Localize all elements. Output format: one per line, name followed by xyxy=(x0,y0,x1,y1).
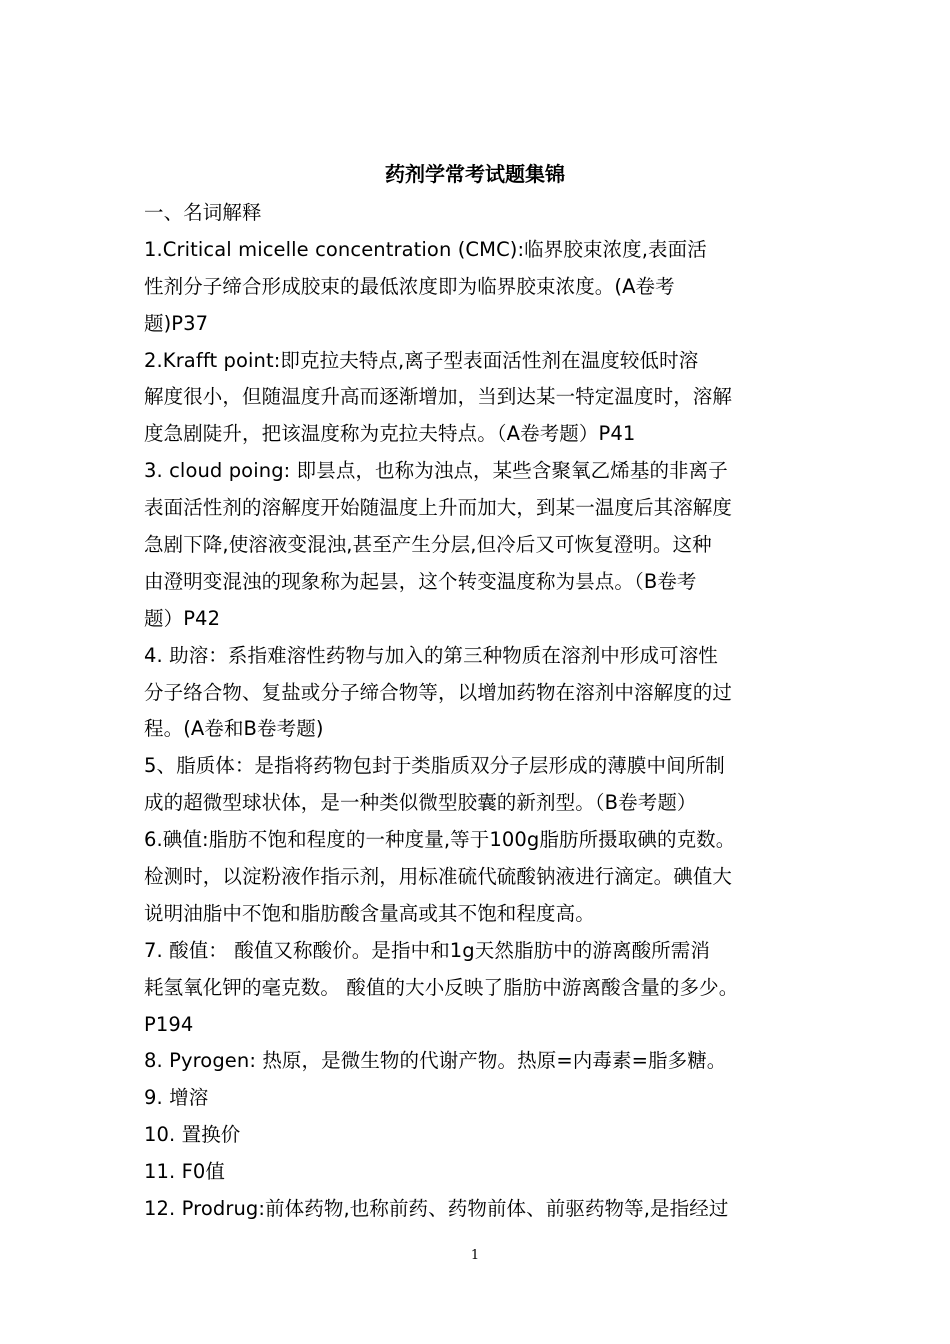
text-line: 急剧下降,使溶液变混浊,甚至产生分层,但冷后又可恢复澄明。这种 xyxy=(144,533,712,557)
section-heading: 一、名词解释 xyxy=(144,201,262,224)
text-line: 4. 助溶：系指难溶性药物与加入的第三种物质在溶剂中形成可溶性 xyxy=(144,643,718,667)
text-line: 5、脂质体：是指将药物包封于类脂质双分子层形成的薄膜中间所制 xyxy=(144,754,725,778)
text-line: 6.碘值:脂肪不饱和程度的一种度量,等于100g脂肪所摄取碘的克数。 xyxy=(144,828,736,852)
text-line: 3. cloud poing: 即昙点，也称为浊点，某些含聚氧乙烯基的非离子 xyxy=(144,459,728,483)
text-line: 12. Prodrug:前体药物,也称前药、药物前体、前驱药物等,是指经过 xyxy=(144,1197,729,1221)
text-line: 耗氢氧化钾的毫克数。 酸值的大小反映了脂肪中游离酸含量的多少。 xyxy=(144,975,739,999)
document-title: 药剂学常考试题集锦 xyxy=(385,162,565,186)
document-body xyxy=(144,195,824,1228)
page-number: 1 xyxy=(470,1248,480,1263)
text-line: 10. 置换价 xyxy=(144,1123,241,1147)
text-line: 9. 增溶 xyxy=(144,1086,209,1110)
text-line: 11. F0值 xyxy=(144,1160,226,1184)
text-line: 说明油脂中不饱和脂肪酸含量高或其不饱和程度高。 xyxy=(144,901,595,925)
text-line: 题）P42 xyxy=(144,606,221,630)
text-line: 程。(A卷和B卷考题) xyxy=(144,717,324,741)
text-line: 检测时，以淀粉液作指示剂，用标准硫代硫酸钠液进行滴定。碘值大 xyxy=(144,865,733,889)
text-line: P194 xyxy=(144,1012,194,1036)
text-line: 2.Krafft point:即克拉夫特点,离子型表面活性剂在温度较低时溶 xyxy=(144,348,699,372)
text-line: 成的超微型球状体，是一种类似微型胶囊的新剂型。（B卷考题） xyxy=(144,791,697,815)
text-line: 由澄明变混浊的现象称为起昙，这个转变温度称为昙点。（B卷考 xyxy=(144,569,697,593)
text-line: 度急剧陡升，把该温度称为克拉夫特点。（A卷考题）P41 xyxy=(144,422,636,446)
text-line: 性剂分子缔合形成胶束的最低浓度即为临界胶束浓度。(A卷考 xyxy=(144,274,675,298)
text-line: 7. 酸值： 酸值又称酸价。是指中和1g天然脂肪中的游离酸所需消 xyxy=(144,938,710,962)
text-line: 8. Pyrogen: 热原，是微生物的代谢产物。热原=内毒素=脂多糖。 xyxy=(144,1049,727,1073)
text-line: 表面活性剂的溶解度开始随温度上升而加大，到某一温度后其溶解度 xyxy=(144,496,733,520)
text-line: 题)P37 xyxy=(144,311,209,335)
text-line: 1.Critical micelle concentration (CMC):临界胶束浓度,表面活 xyxy=(144,237,707,261)
text-line: 分子络合物、复盐或分子缔合物等，以增加药物在溶剂中溶解度的过 xyxy=(144,680,733,704)
text-line: 解度很小，但随温度升高而逐渐增加，当到达某一特定温度时，溶解 xyxy=(144,385,733,409)
